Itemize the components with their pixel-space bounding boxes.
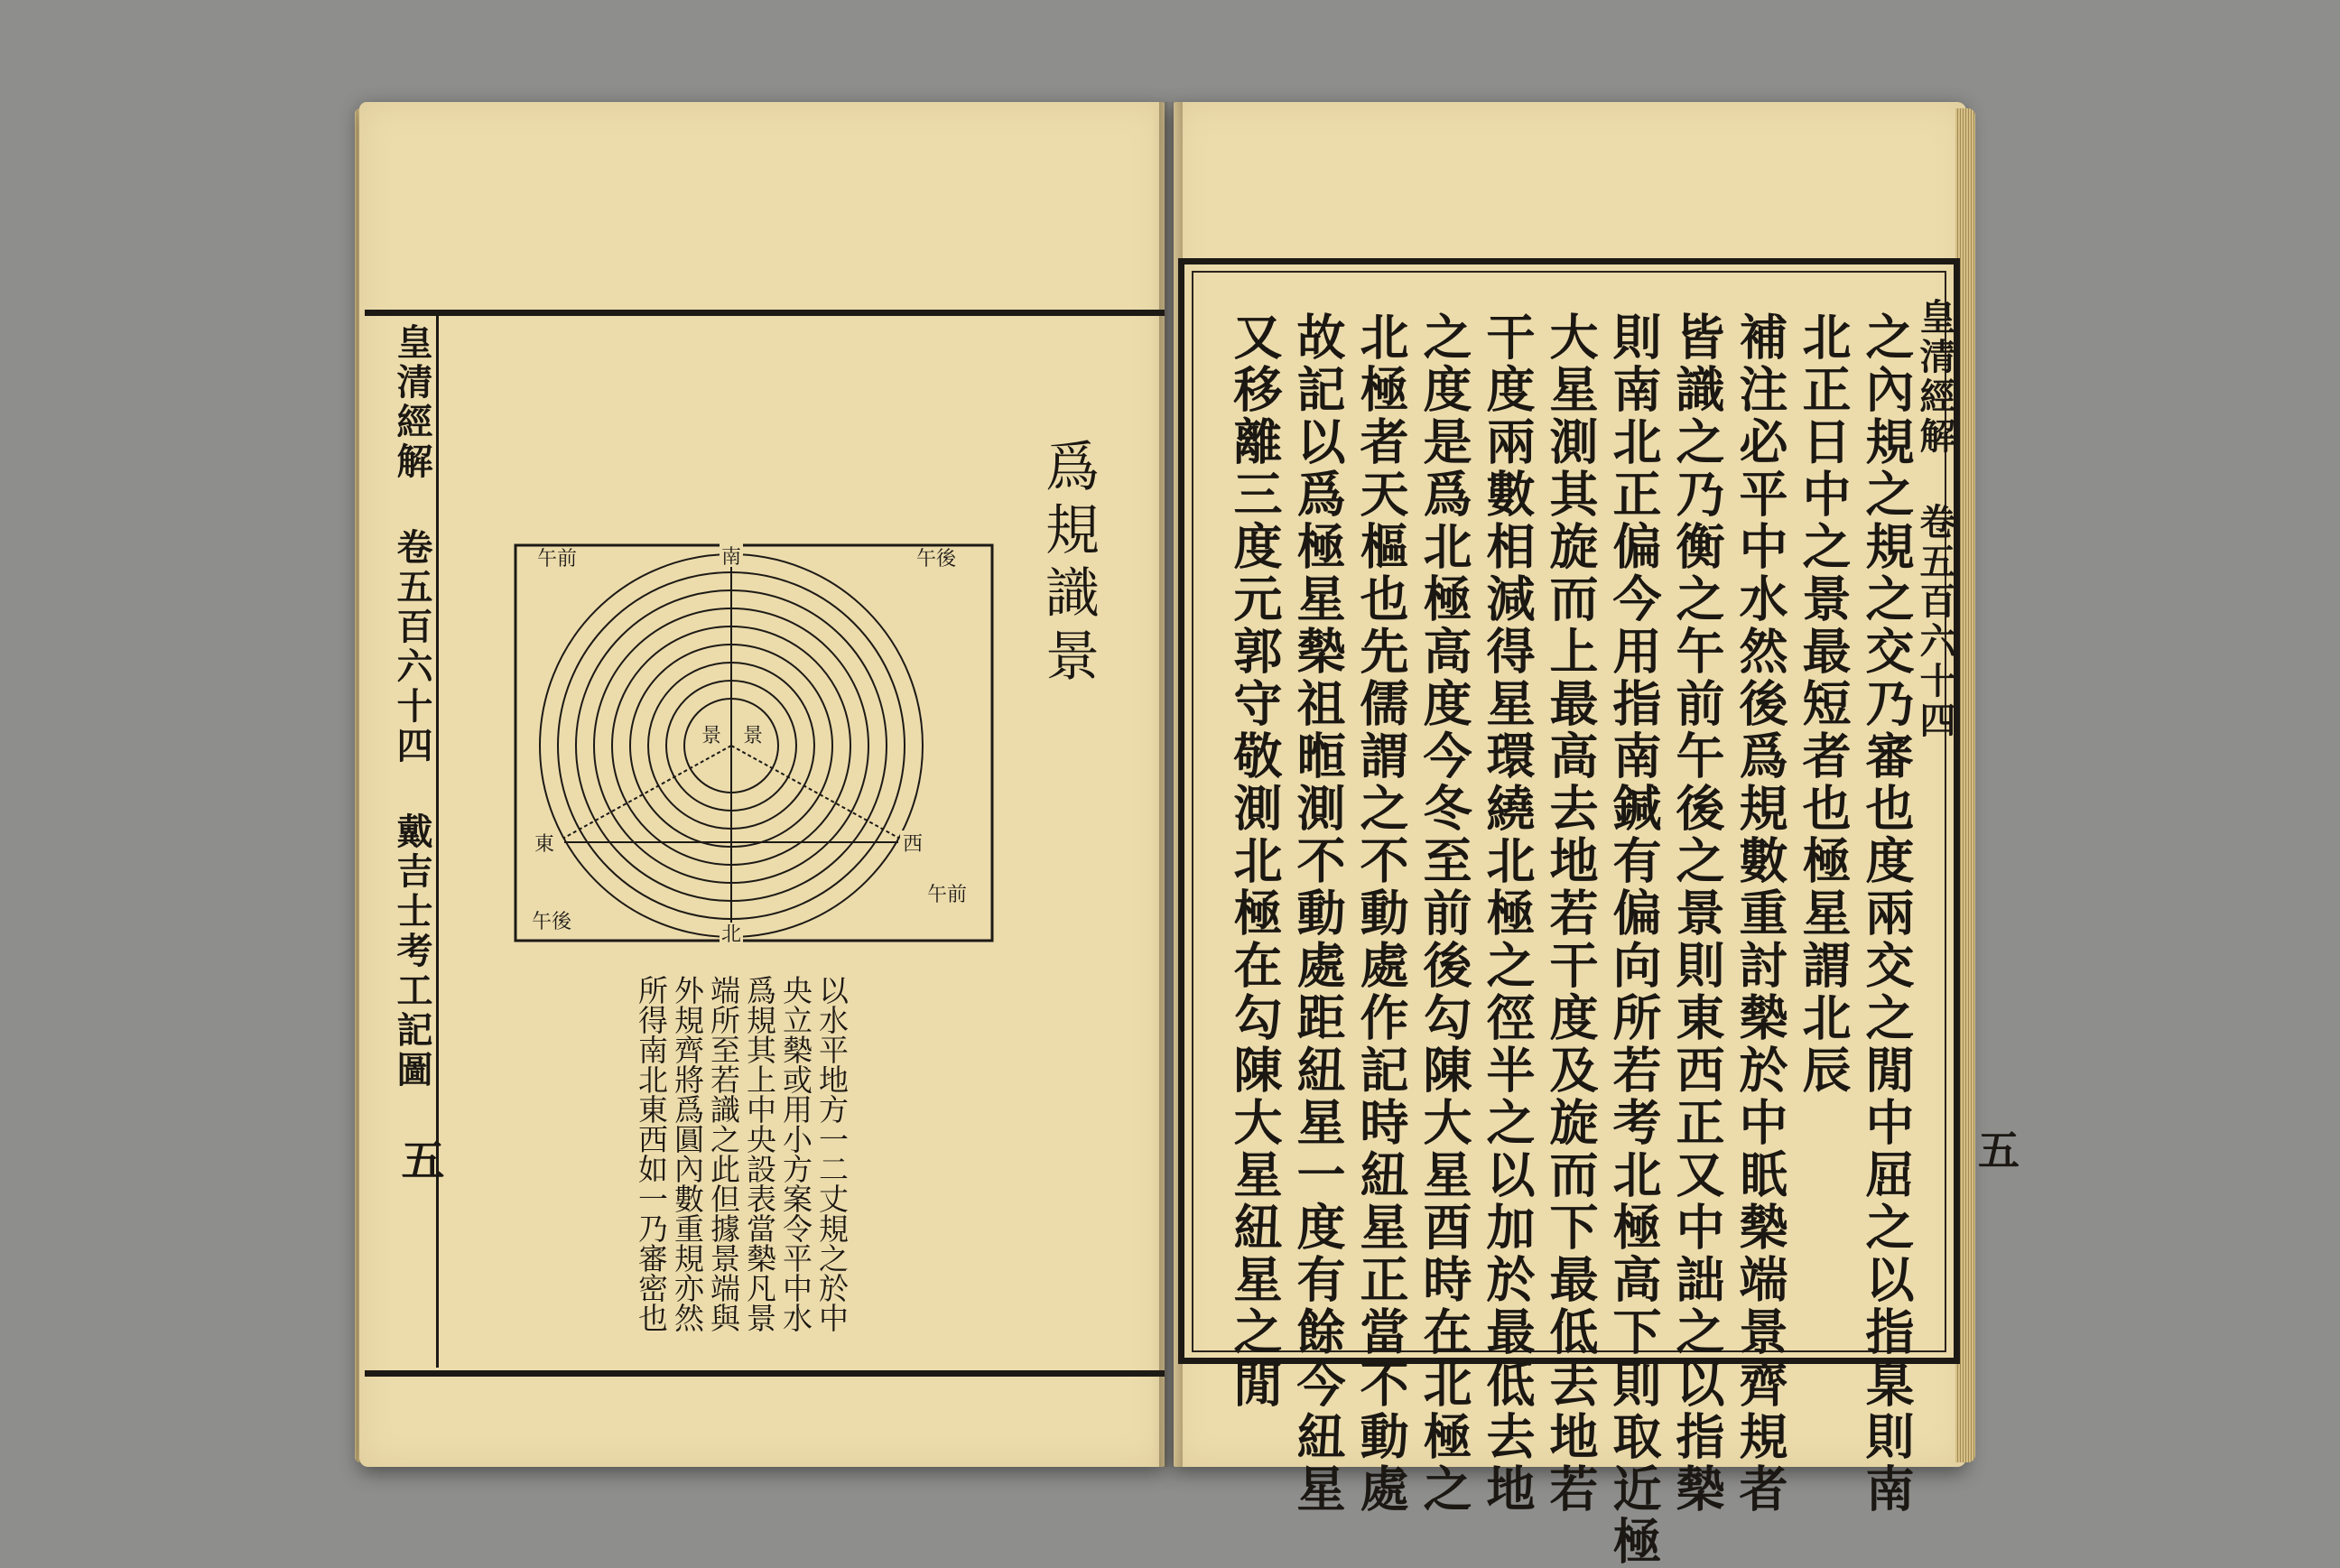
right-side-margin-text: 皇清經解 卷五百六十四 <box>1914 298 1956 741</box>
text-column-5: 則南北正偏今用指南鍼有偏向所若考北極高下則取近極 <box>1605 311 1663 1568</box>
diagram-heading: 爲規識景 <box>1036 438 1100 691</box>
text-column-4: 皆識之乃衡之午前午後之景則東西正又中詘之以指槷 <box>1668 311 1726 1516</box>
label-east: 東 <box>534 833 555 856</box>
note-column-6: 以水平地方一二丈規之於中 <box>814 975 850 1332</box>
label-top-left: 午前 <box>537 548 578 571</box>
text-column-9: 北極者天樞也先儒謂之不動處作記時紐星正當不動處 <box>1352 311 1410 1516</box>
text-column-6: 大星測其旋而上最高去地若干度及旋而下最低去地若 <box>1542 311 1600 1516</box>
text-column-3: 補注必平中水然後爲規數重討槷於中眂槷端景齊規者 <box>1732 311 1789 1516</box>
text-column-1: 之內規之規之交乃審也度兩交之閒中屈之以指臬則南 <box>1858 311 1916 1516</box>
label-bottom-right: 午前 <box>927 884 968 906</box>
note-column-2: 外規齊將爲圓內數重規亦然 <box>670 975 705 1332</box>
note-column-4: 爲規其上中央設表當槷凡景 <box>742 975 777 1332</box>
left-side-margin-text: 皇清經解 卷五百六十四 戴吉士考工記圖 <box>391 323 433 1090</box>
text-column-8: 之度是爲北極高度今冬至前後勾陳大星酉時在北極之 <box>1416 311 1473 1516</box>
label-shadow-left: 景 <box>701 725 722 747</box>
label-top-right: 午後 <box>916 548 957 571</box>
label-shadow-right: 景 <box>743 725 764 747</box>
label-south: 南 <box>720 546 742 569</box>
note-column-5: 央立槷或用小方案令平中水 <box>778 975 813 1332</box>
left-page-number: 五 <box>394 1137 444 1184</box>
text-column-7: 干度兩數相減得星環繞北極之徑半之以加於最低去地 <box>1479 311 1537 1516</box>
text-column-2: 北正日中之景最短者也極星謂北辰 <box>1795 311 1852 1097</box>
right-page-number: 五 <box>1972 1128 2020 1174</box>
note-column-1: 所得南北東西如一乃審密也 <box>634 975 669 1332</box>
note-column-3: 端所至若識之此但據景端與 <box>706 975 741 1332</box>
text-column-11: 又移離三度元郭守敬測北極在勾陳大星紐星之閒 <box>1226 311 1284 1411</box>
label-north: 北 <box>720 923 742 946</box>
label-bottom-left: 午後 <box>532 911 572 933</box>
label-west: 西 <box>902 833 924 856</box>
shadow-circle-diagram <box>510 540 998 946</box>
text-column-10: 故記以爲極星槷祖暅測不動處距紐星一度有餘今紐星 <box>1289 311 1347 1516</box>
